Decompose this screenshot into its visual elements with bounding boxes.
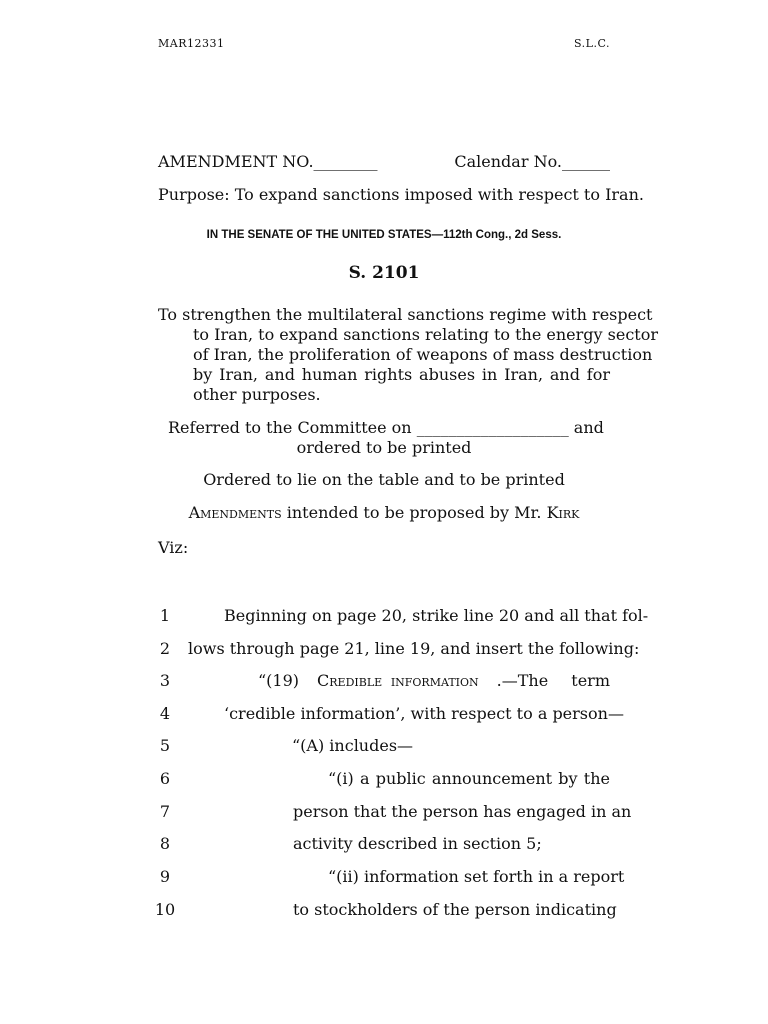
line-number: 9	[159, 867, 171, 886]
line-number: 4	[159, 704, 171, 723]
line-number: 10	[154, 900, 176, 919]
senate-line: IN THE SENATE OF THE UNITED STATES—112th Cong., 2d Sess.	[206, 229, 562, 241]
viz-label: Viz:	[158, 538, 189, 557]
ordered-line: Ordered to lie on the table and to be printed	[203, 470, 565, 489]
document-id: MAR12331	[158, 37, 225, 50]
body-line: lows through page 21, line 19, and insert the following:	[188, 639, 640, 658]
calendar-number: Calendar No.______	[454, 152, 610, 171]
slc-marker: S.L.C.	[574, 37, 610, 50]
amendments-line	[158, 503, 610, 522]
line-number: 7	[159, 802, 171, 821]
body-line: activity described in section 5;	[293, 834, 542, 853]
body-line: person that the person has engaged in an	[293, 802, 632, 821]
title-line: of Iran, the proliferation of weapons of mass destruction	[193, 345, 653, 364]
line-number: 3	[159, 671, 171, 690]
title-line: to Iran, to expand sanctions relating to the energy sector	[193, 325, 658, 344]
term-suffix: .—The term	[496, 671, 610, 690]
amendments-middle: intended to be proposed by Mr.	[281, 503, 547, 522]
body-line: “(ii) information set forth in a report	[328, 867, 625, 886]
defined-term: Credible information	[317, 671, 479, 690]
subsection-number: “(19)	[258, 671, 300, 690]
sponsor-name: Kirk	[546, 503, 580, 522]
referred-line-2: ordered to be printed	[296, 438, 472, 457]
purpose-line: Purpose: To expand sanctions imposed with respect to Iran.	[158, 185, 644, 204]
line-number: 6	[159, 769, 171, 788]
title-line: by Iran, and human rights abuses in Iran, and for	[193, 365, 610, 384]
body-line: “(i) a public announcement by the	[328, 769, 610, 788]
amendments-label: Amendments	[188, 503, 282, 522]
body-line: ‘credible information’, with respect to a person—	[224, 704, 624, 723]
body-line: Beginning on page 20, strike line 20 and all that fol-	[224, 606, 649, 625]
body-line: to stockholders of the person indicating	[293, 900, 617, 919]
line-number: 1	[159, 606, 171, 625]
body-line: “(A) includes—	[292, 736, 414, 755]
bill-number: S. 2101	[348, 263, 420, 283]
title-line: To strengthen the multilateral sanctions regime with respect	[158, 305, 653, 324]
referred-text: Referred to the Committee on	[168, 418, 412, 437]
line-number: 8	[159, 834, 171, 853]
body-line	[258, 671, 610, 690]
line-number: 5	[159, 736, 171, 755]
committee-blank: ___________________	[416, 418, 569, 437]
line-number: 2	[159, 639, 171, 658]
referred-and: and	[573, 418, 604, 437]
referred-line	[168, 418, 604, 437]
amendment-number: AMENDMENT NO.________	[158, 152, 378, 171]
title-line: other purposes.	[193, 385, 321, 404]
